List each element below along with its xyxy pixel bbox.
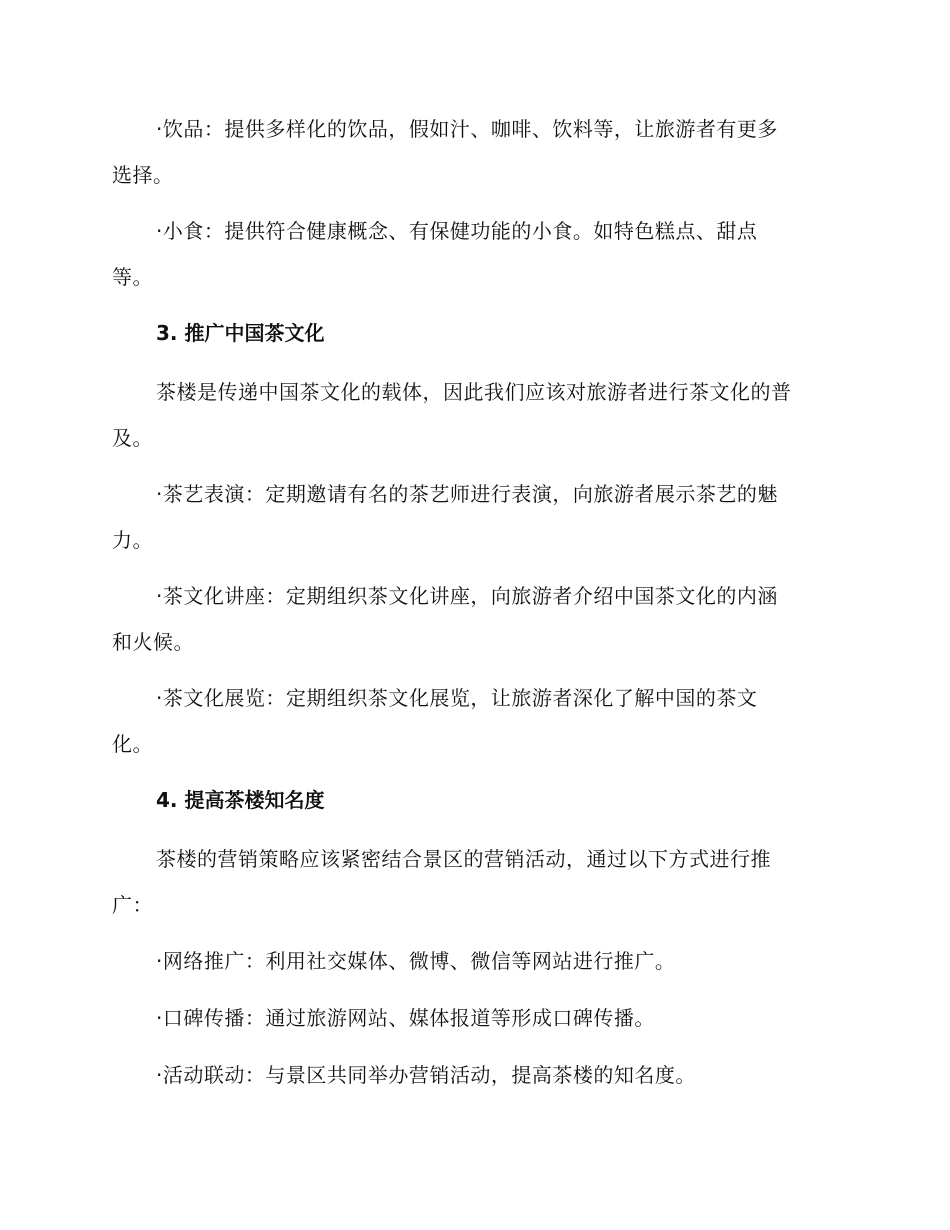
paragraph-joint-events: ·活动联动：与景区共同举办营销活动，提高茶楼的知名度。 bbox=[156, 1063, 696, 1087]
paragraph-tea-lecture: ·茶文化讲座：定期组织茶文化讲座，向旅游者介绍中国茶文化的内涵 和火候。 bbox=[112, 584, 778, 654]
paragraph-drinks: ·饮品：提供多样化的饮品，假如汁、咖啡、饮料等，让旅游者有更多 选择。 bbox=[112, 117, 778, 187]
section-heading-4: 4. 提高茶楼知名度 bbox=[156, 788, 325, 812]
paragraph-tea-exhibition: ·茶文化展览：定期组织茶文化展览，让旅游者深化了解中国的茶文 化。 bbox=[112, 686, 758, 756]
paragraph-tea-performance: ·茶艺表演：定期邀请有名的茶艺师进行表演，向旅游者展示茶艺的魅 力。 bbox=[112, 482, 778, 552]
paragraph-online-promo: ·网络推广：利用社交媒体、微博、微信等网站进行推广。 bbox=[156, 949, 676, 973]
paragraph-culture-intro: 茶楼是传递中国茶文化的载体，因此我们应该对旅游者进行茶文化的普 及。 bbox=[112, 380, 792, 450]
paragraph-word-of-mouth: ·口碑传播：通过旅游网站、媒体报道等形成口碑传播。 bbox=[156, 1006, 655, 1030]
paragraph-marketing-intro: 茶楼的营销策略应该紧密结合景区的营销活动，通过以下方式进行推 广： bbox=[112, 847, 771, 917]
section-heading-3: 3. 推广中国茶文化 bbox=[156, 321, 325, 345]
paragraph-snacks: ·小食：提供符合健康概念、有保健功能的小食。如特色糕点、甜点 等。 bbox=[112, 219, 758, 289]
